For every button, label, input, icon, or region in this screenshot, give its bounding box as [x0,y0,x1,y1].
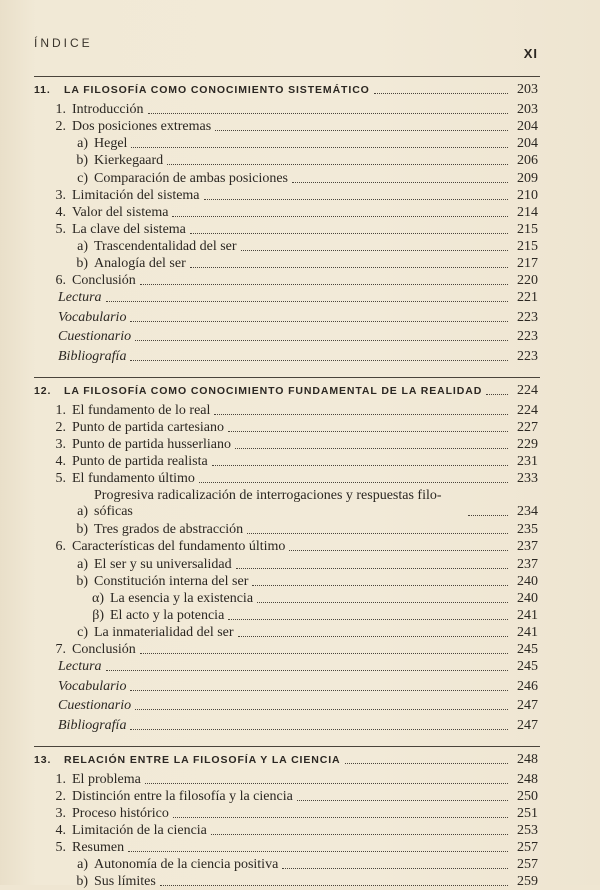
entry-label: Kierkegaard [94,153,164,169]
chapter-page: 203 [517,82,538,97]
leader-dots [247,533,508,534]
entry-page: 257 [517,857,538,873]
toc-subentry[interactable] [0,606,538,624]
toc-subentry[interactable] [0,555,538,573]
leader-dots [292,182,508,183]
entry-number: 6. [55,273,66,289]
entry-page: 253 [517,822,538,838]
entry-page: 214 [517,204,538,220]
entry-number: 4. [55,822,66,838]
toc-entry[interactable] [0,401,538,419]
entry-page: 215 [517,221,538,237]
entry-number: 2. [55,788,66,804]
entry-label: Cuestionario [58,329,132,345]
entry-page: 229 [517,436,538,452]
entry-number: b) [76,256,88,271]
entry-label: Comparación de ambas posiciones [94,170,289,186]
leader-dots [135,709,508,710]
leader-dots [135,340,508,341]
section-rule [34,76,540,77]
leader-dots [106,670,508,671]
toc-entry[interactable] [0,838,538,856]
entry-label: Autonomía de la ciencia positiva [94,857,279,873]
entry-page: 233 [517,471,538,487]
entry-page: 217 [517,256,538,271]
entry-label: El ser y su universalidad [94,556,232,572]
entry-label: Valor del sistema [72,204,169,220]
leader-dots [214,414,508,415]
page-number-roman: XI [523,46,538,61]
entry-page: 251 [517,805,538,821]
leader-dots [190,233,508,234]
entry-label: Bibliografía [58,349,127,364]
toc-entry[interactable] [0,271,538,289]
entry-page: 221 [517,290,538,306]
entry-number: 2. [55,419,66,435]
toc-entry[interactable] [0,435,538,453]
appendix-entry[interactable] [0,677,538,695]
entry-label: Características del fundamento último [72,539,286,555]
entry-label: Distinción entre la filosofía y la ciencia [72,788,293,804]
chapter-number: 12. [34,384,52,397]
leader-dots [228,619,508,620]
entry-page: 241 [517,624,538,640]
chapter-title: LA FILOSOFÍA COMO CONOCIMIENTO FUNDAMENTAL DE LA REALIDAD [64,384,483,397]
leader-dots [282,868,508,869]
entry-label: Constitución interna del ser [94,573,249,589]
entry-page: 215 [517,238,538,254]
entry-page: 237 [517,539,538,555]
leader-dots [236,568,508,569]
toc-entry[interactable] [0,418,538,436]
entry-page: 245 [517,659,538,675]
toc-entry[interactable] [0,770,538,788]
entry-label: La inmaterialidad del ser [94,624,234,640]
leader-dots [374,93,508,94]
entry-label: Limitación de la ciencia [72,822,207,838]
entry-page: 223 [517,349,538,364]
entry-page: 240 [517,573,538,589]
toc-subentry[interactable] [0,486,538,520]
toc-subentry[interactable] [0,151,538,169]
toc-subentry[interactable] [0,237,538,255]
leader-dots [148,113,508,114]
leader-dots [130,321,508,322]
entry-page: 241 [517,607,538,623]
entry-page: 231 [517,454,538,469]
appendix-entry[interactable] [0,696,538,714]
entry-number: 2. [55,119,66,135]
toc-entry[interactable] [0,452,538,470]
leader-dots [297,800,508,801]
entry-label: Punto de partida realista [72,454,208,469]
entry-label: Resumen [72,840,125,855]
entry-label: Analogía del ser [94,256,186,271]
leader-dots [486,394,508,395]
leader-dots [172,216,508,217]
entry-page: 210 [517,187,538,203]
chapter-title: RELACIÓN ENTRE LA FILOSOFÍA Y LA CIENCIA [64,753,341,766]
leader-dots [173,817,508,818]
toc-entry[interactable] [0,203,538,221]
chapter-title: LA FILOSOFÍA COMO CONOCIMIENTO SISTEMÁTICO [64,84,370,96]
leader-dots [468,515,508,516]
entry-number: 4. [55,204,66,220]
entry-page: 248 [517,771,538,787]
leader-dots [190,267,508,268]
entry-number: c) [77,624,88,640]
entry-number: 4. [55,454,66,469]
entry-number: 5. [55,840,66,855]
leader-dots [241,250,508,251]
entry-page: 206 [517,153,538,169]
entry-page: 246 [517,678,538,694]
entry-page: 247 [517,717,538,733]
entry-label: Progresiva radicalización de interrogaciones y respuestas filo-sóficas [94,488,442,520]
entry-page: 203 [517,102,538,118]
toc-entry[interactable] [0,220,538,238]
leader-dots [212,465,508,466]
entry-number: a) [77,857,88,873]
leader-dots [130,729,508,730]
entry-page: 204 [517,119,538,135]
entry-label: El fundamento de lo real [72,402,211,418]
leader-dots [235,448,508,449]
toc-subentry[interactable] [0,872,538,890]
toc-entry[interactable] [0,117,538,135]
entry-label: El fundamento último [72,471,195,487]
entry-label: Trascendentalidad del ser [94,238,237,254]
toc-subentry[interactable] [0,134,538,152]
entry-label: Bibliografía [58,717,127,733]
entry-label: Vocabulario [58,678,127,694]
entry-number: 3. [55,805,66,821]
appendix-entry[interactable] [0,308,538,326]
entry-label: Cuestionario [58,698,132,714]
entry-number: a) [77,238,88,254]
entry-number: b) [76,522,88,538]
entry-page: 220 [517,273,538,289]
leader-dots [252,585,508,586]
section-rule [34,746,540,747]
toc-entry[interactable] [0,821,538,839]
leader-dots [228,431,508,432]
entry-page: 227 [517,419,538,435]
entry-label: Dos posiciones extremas [72,119,212,135]
entry-label: Punto de partida husserliano [72,436,232,452]
leader-dots [199,482,508,483]
chapter-page: 224 [517,382,538,398]
entry-label: El acto y la potencia [110,607,225,623]
entry-number: 1. [55,102,66,118]
toc-subentry[interactable] [0,520,538,538]
entry-page: 223 [517,329,538,345]
entry-label: Lectura [58,290,102,306]
entry-page: 257 [517,840,538,855]
toc-subentry[interactable] [0,254,538,272]
appendix-entry[interactable] [0,288,538,306]
entry-number: 7. [55,642,66,657]
entry-number: 5. [55,221,66,237]
toc-subentry[interactable] [0,855,538,873]
chapter-page: 248 [517,751,538,767]
appendix-entry[interactable] [0,347,538,365]
entry-number: b) [76,874,88,890]
entry-page: 237 [517,556,538,572]
leader-dots [289,550,508,551]
entry-page: 240 [517,590,538,606]
entry-number: a) [77,136,88,152]
leader-dots [160,885,508,886]
appendix-entry[interactable] [0,657,538,675]
entry-label: La clave del sistema [72,221,186,237]
leader-dots [131,147,508,148]
entry-label: La esencia y la existencia [110,590,254,606]
entry-number: β) [92,607,104,623]
entry-number: c) [77,170,88,186]
appendix-entry[interactable] [0,716,538,734]
leader-dots [130,690,508,691]
leader-dots [167,164,508,165]
chapter-heading[interactable] [0,750,538,768]
entry-label: Punto de partida cartesiano [72,419,225,435]
leader-dots [145,783,508,784]
leader-dots [140,653,508,654]
entry-page: 259 [517,874,538,890]
toc-entry[interactable] [0,787,538,805]
section-rule [34,377,540,378]
chapter-heading[interactable] [0,80,538,98]
appendix-entry[interactable] [0,327,538,345]
toc-entry[interactable] [0,186,538,204]
entry-number: a) [77,556,88,572]
toc-subentry[interactable] [0,623,538,641]
chapter-heading[interactable] [0,381,538,399]
toc-entry[interactable] [0,640,538,658]
leader-dots [106,301,508,302]
entry-label: Conclusión [72,273,136,289]
entry-number: α) [92,590,104,606]
leader-dots [345,763,508,764]
toc-entry[interactable] [0,469,538,487]
entry-number: 3. [55,436,66,452]
entry-number: 3. [55,187,66,203]
entry-label: Introducción [72,102,144,118]
toc-entry[interactable] [0,100,538,118]
entry-page: 235 [517,522,538,538]
toc-entry[interactable] [0,537,538,555]
leader-dots [211,834,508,835]
entry-number: 1. [55,771,66,787]
entry-page: 204 [517,136,538,152]
entry-number: a) [77,504,88,520]
chapter-number: 11. [34,84,51,96]
page-header [34,36,538,61]
toc-subentry[interactable] [0,169,538,187]
leader-dots [215,130,508,131]
entry-page: 223 [517,309,538,325]
leader-dots [257,602,508,603]
entry-label: Lectura [58,659,102,675]
leader-dots [238,636,508,637]
entry-number: 5. [55,471,66,487]
entry-page: 209 [517,170,538,186]
entry-page: 245 [517,642,538,657]
toc-entry[interactable] [0,804,538,822]
entry-label: Limitación del sistema [72,187,200,203]
entry-label: Hegel [94,136,128,152]
chapter-number: 13. [34,753,52,766]
entry-label: Proceso histórico [72,805,169,821]
entry-number: b) [76,573,88,589]
entry-page: 250 [517,788,538,804]
entry-label: Conclusión [72,642,136,657]
leader-dots [140,284,508,285]
toc-subentry[interactable] [0,572,538,590]
entry-page: 234 [517,504,538,520]
leader-dots [128,851,508,852]
leader-dots [204,199,508,200]
entry-label: Tres grados de abstracción [94,522,244,538]
entry-number: b) [76,153,88,169]
entry-number: 6. [55,539,66,555]
running-head: ÍNDICE [34,36,93,50]
leader-dots [130,360,508,361]
entry-page: 224 [517,402,538,418]
entry-number: 1. [55,402,66,418]
entry-label: Sus límites [94,874,156,890]
entry-label: El problema [72,771,141,787]
toc-subentry[interactable] [0,589,538,607]
entry-label: Vocabulario [58,309,127,325]
entry-page: 247 [517,698,538,714]
